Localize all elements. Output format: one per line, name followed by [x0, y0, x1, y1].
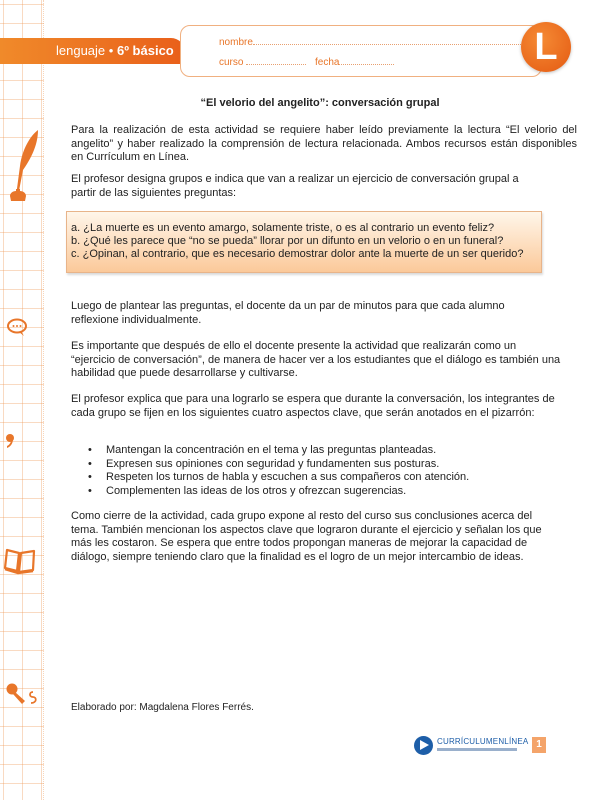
document-title: “El velorio del angelito”: conversación grupal — [200, 97, 440, 109]
page-number: 1 — [532, 737, 546, 753]
date-label: fecha — [315, 57, 340, 68]
subject-label: lenguaje — [56, 43, 106, 58]
author-credit: Elaborado por: Magdalena Flores Ferrés. — [71, 702, 254, 713]
intro-paragraph: Para la realización de esta actividad se requiere haber leído previamente la lectura “El velorio del angelito” y haber realizado la comprensión de lectura relacionada. Ambos recursos están disponibles en Currículum en Línea. — [71, 124, 577, 163]
list-item: • Complementen las ideas de los otros y ofrezcan sugerencias. — [88, 484, 407, 497]
list-item: • Respeten los turnos de habla y escuchen a sus compañeros con atención. — [88, 471, 470, 483]
question-b: b. ¿Qué les parece que “no se pueda” llorar por un difunto en un velorio o en un funeral? — [71, 235, 504, 247]
course-field[interactable] — [246, 56, 306, 65]
curriculum-logo[interactable] — [414, 736, 529, 756]
decorative-grid — [0, 0, 44, 800]
key-aspects-list — [88, 444, 568, 498]
question-c: c. ¿Opinan, al contrario, que es necesario demostrar dolor ante la muerte de un ser querido? — [71, 248, 524, 260]
question-a: a. ¿La muerte es un evento amargo, solamente triste, o es al contrario un evento feliz? — [71, 222, 495, 234]
logo-text: CURRÍCULUMENLÍNEA — [437, 737, 529, 746]
date-field[interactable] — [339, 56, 394, 65]
subject-header — [0, 38, 185, 64]
play-logo-icon — [414, 736, 433, 755]
grade-label: 6º básico — [116, 43, 174, 58]
questions-box — [66, 211, 542, 273]
closing-paragraph: Como cierre de la actividad, cada grupo expone al resto del curso sus conclusiones acerca del tema. También mencionan los aspectos clave que lograron durante el ejercicio y señalan los que más les costaron. Se espera que entre todos propongan maneras de mejorar la capacidad de diálogo, siempre teniendo claro que la finalidad es el logro de un mejor intercambio de ideas. — [71, 510, 542, 563]
inkwell-icon — [9, 188, 27, 202]
open-book-icon — [3, 546, 37, 576]
name-field[interactable] — [253, 36, 523, 45]
microphone-icon — [5, 682, 39, 708]
speech-bubble-icon — [6, 318, 28, 338]
student-info-box — [180, 25, 542, 77]
list-item: • Mantengan la concentración en el tema y las preguntas planteadas. — [88, 444, 437, 456]
course-label: curso — [219, 57, 244, 68]
separator: • — [108, 43, 114, 58]
name-label: nombre — [219, 37, 253, 48]
comma-icon — [5, 433, 15, 449]
logo-tagline — [437, 748, 517, 751]
reflection-paragraph: Luego de plantear las preguntas, el docente da un par de minutos para que cada alumno reflexione individualmente. — [71, 300, 505, 326]
aspects-paragraph: El profesor explica que para una lograrlo se espera que durante la conversación, los integrantes de cada grupo se fijen en los siguientes cuatro aspectos clave, que serán anotados en el pizarrón: — [71, 393, 555, 419]
list-item: • Expresen sus opiniones con seguridad y fundamenten sus posturas. — [88, 457, 440, 470]
instructions-paragraph: El profesor designa grupos e indica que van a realizar un ejercicio de conversación grupal a partir de las siguientes preguntas: — [71, 173, 519, 199]
importance-paragraph: Es importante que después de ello el docente presente la actividad que realizarán como un “ejercicio de conversación”, de manera de hacer ver a los estudiantes que el diálogo es también una habilidad que puede desarrollarse y cultivarse. — [71, 340, 561, 379]
subject-badge: L — [521, 22, 571, 72]
grid-border — [43, 0, 45, 800]
